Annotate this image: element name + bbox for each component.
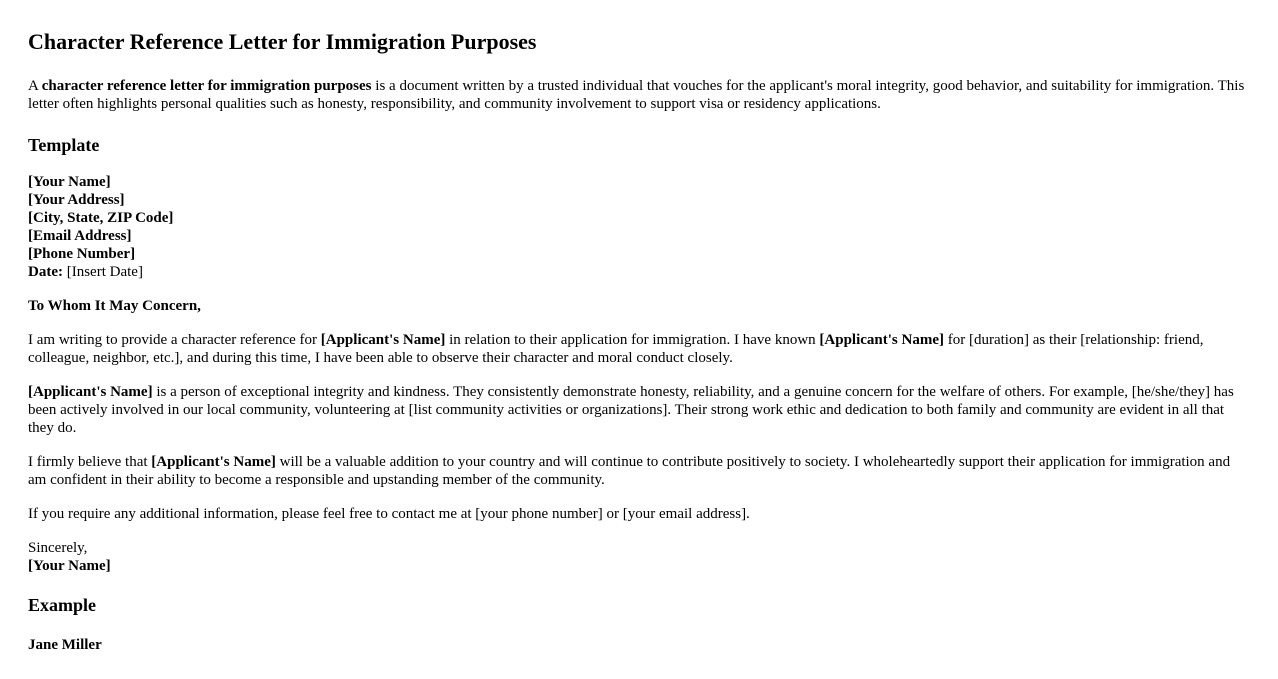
sender-city: [City, State, ZIP Code] — [28, 210, 174, 226]
intro-bold-term: character reference letter for immigration purposes — [41, 78, 372, 94]
letter-paragraph-3 — [28, 453, 1250, 489]
sender-date-line — [28, 263, 1250, 281]
document — [0, 29, 1278, 654]
sender-email: [Email Address] — [28, 228, 132, 244]
applicant-name-placeholder: [Applicant's Name] — [28, 384, 153, 400]
date-value: [Insert Date] — [62, 264, 143, 280]
p1-text-a: I am writing to provide a character reference for — [28, 332, 321, 348]
applicant-name-placeholder: [Applicant's Name] — [320, 332, 446, 348]
valediction: Sincerely, — [28, 540, 88, 556]
sender-block — [28, 173, 1250, 281]
p3-text-b: will be a valuable addition to your country and will continue to contribute positively to society. I wholeheartedly support their application for immigration and am confident in their ability to become a responsible and upstanding member of the community. — [28, 454, 1231, 488]
example-heading: Example — [28, 595, 97, 615]
intro-paragraph — [28, 77, 1250, 113]
example-sender-name — [28, 636, 1250, 654]
p1-text-b: in relation to their application for immigration. I have known — [445, 332, 820, 348]
template-heading: Template — [28, 135, 100, 155]
date-label: Date: — [28, 264, 63, 280]
p2-text: is a person of exceptional integrity and kindness. They consistently demonstrate honesty, reliability, and a genuine concern for the welfare of others. For example, [he/she/they] has been actively involved in our local community, volunteering at [list community activities or organizations]. Their strong work ethic and dedication to both family and community are evident in all that they do. — [28, 384, 1234, 436]
signature-name: [Your Name] — [28, 558, 111, 574]
intro-prefix: A — [28, 78, 42, 94]
p1-text-c: for [duration] as their [relationship: friend, colleague, neighbor, etc.], and during this time, I have been able to observe their character and moral conduct closely. — [28, 332, 1204, 366]
sender-phone: [Phone Number] — [28, 246, 136, 262]
intro-rest: is a document written by a trusted individual that vouches for the applicant's moral integrity, good behavior, and suitability for immigration. This letter often highlights personal qualities such as honesty, responsibility, and community involvement to support visa or residency applications. — [28, 78, 1245, 112]
p3-text-a: I firmly believe that — [28, 454, 152, 470]
sender-name: [Your Name] — [28, 174, 111, 190]
sender-address: [Your Address] — [28, 192, 125, 208]
example-name-text: Jane Miller — [28, 637, 102, 653]
letter-paragraph-1 — [28, 331, 1250, 367]
applicant-name-placeholder: [Applicant's Name] — [151, 454, 276, 470]
salutation-text: To Whom It May Concern, — [28, 298, 201, 314]
page-title: Character Reference Letter for Immigration Purposes — [28, 29, 537, 54]
letter-paragraph-4: If you require any additional information, please feel free to contact me at [your phone number] or [your email address]. — [28, 506, 750, 522]
salutation — [28, 297, 1250, 315]
letter-paragraph-2 — [28, 383, 1250, 437]
closing-block — [28, 539, 1250, 575]
applicant-name-placeholder: [Applicant's Name] — [819, 332, 944, 348]
